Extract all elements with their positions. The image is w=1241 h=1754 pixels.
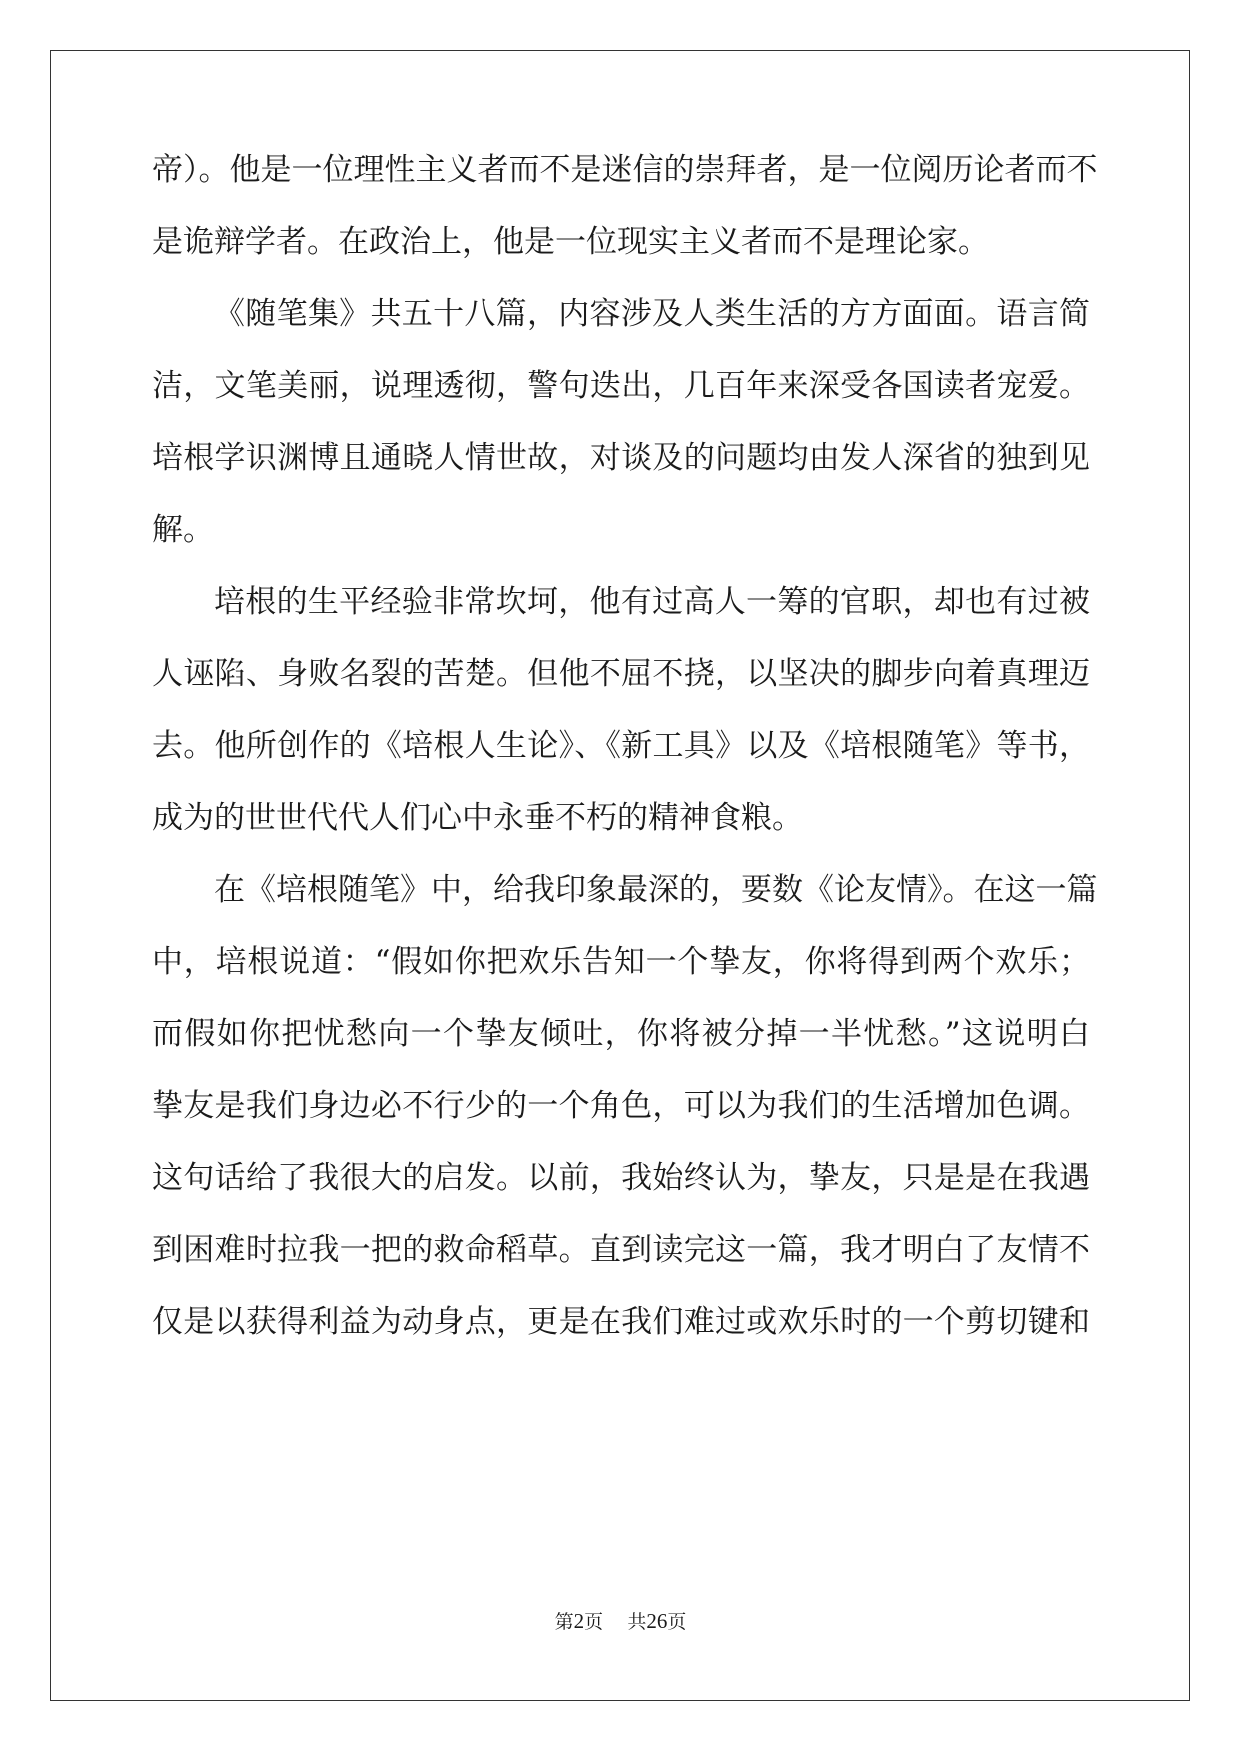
text-line: 仅是以获得利益为动身点，更是在我们难过或欢乐时的一个剪切键和 [152,1304,1090,1340]
text-line: 人诬陷、身败名裂的苦楚。但他不屈不挠，以坚决的脚步向着真理迈 [152,656,1090,692]
text-line: 洁，文笔美丽，说理透彻，警句迭出，几百年来深受各国读者宠爱。 [152,368,1090,404]
text-line: 培根的生平经验非常坎坷，他有过高人一筹的官职，却也有过被 [214,584,1090,620]
text-line: 而假如你把忧愁向一个挚友倾吐，你将被分掉一半忧愁。”这说明白 [152,1016,1090,1052]
text-line: 《随笔集》共五十八篇，内容涉及人类生活的方方面面。语言简 [214,296,1090,332]
text-line: 去。他所创作的《培根人生论》、《新工具》以及《培根随笔》等书， [152,728,1090,764]
text-line: 到困难时拉我一把的救命稻草。直到读完这一篇，我才明白了友情不 [152,1232,1090,1268]
footer-prefix: 第 [554,1611,574,1633]
text-line: 解。 [152,512,214,548]
text-line: 挚友是我们身边必不行少的一个角色，可以为我们的生活增加色调。 [152,1088,1090,1124]
page-footer [0,1607,1241,1634]
footer-page-number: 2 [573,1609,585,1633]
text-line: 成为的世世代代人们心中永垂不朽的精神食粮。 [152,800,803,836]
text-line: 这句话给了我很大的启发。以前，我始终认为，挚友，只是是在我遇 [152,1160,1090,1196]
text-line: 在《培根随笔》中，给我印象最深的，要数《论友情》。在这一篇 [214,872,1098,908]
text-line: 培根学识渊博且通晓人情世故，对谈及的问题均由发人深省的独到见 [152,440,1090,476]
text-line: 帝）。他是一位理性主义者而不是迷信的崇拜者，是一位阅历论者而不 [152,152,1098,188]
footer-total-suffix: 页 [667,1611,687,1633]
text-line: 中，培根说道：“假如你把欢乐告知一个挚友，你将得到两个欢乐； [152,944,1090,980]
text-line: 是诡辩学者。在政治上，他是一位现实主义者而不是理论家。 [152,224,989,260]
footer-total-prefix: 共 [627,1611,647,1633]
footer-page-suffix: 页 [584,1611,604,1633]
footer-total-pages: 26 [646,1609,668,1633]
